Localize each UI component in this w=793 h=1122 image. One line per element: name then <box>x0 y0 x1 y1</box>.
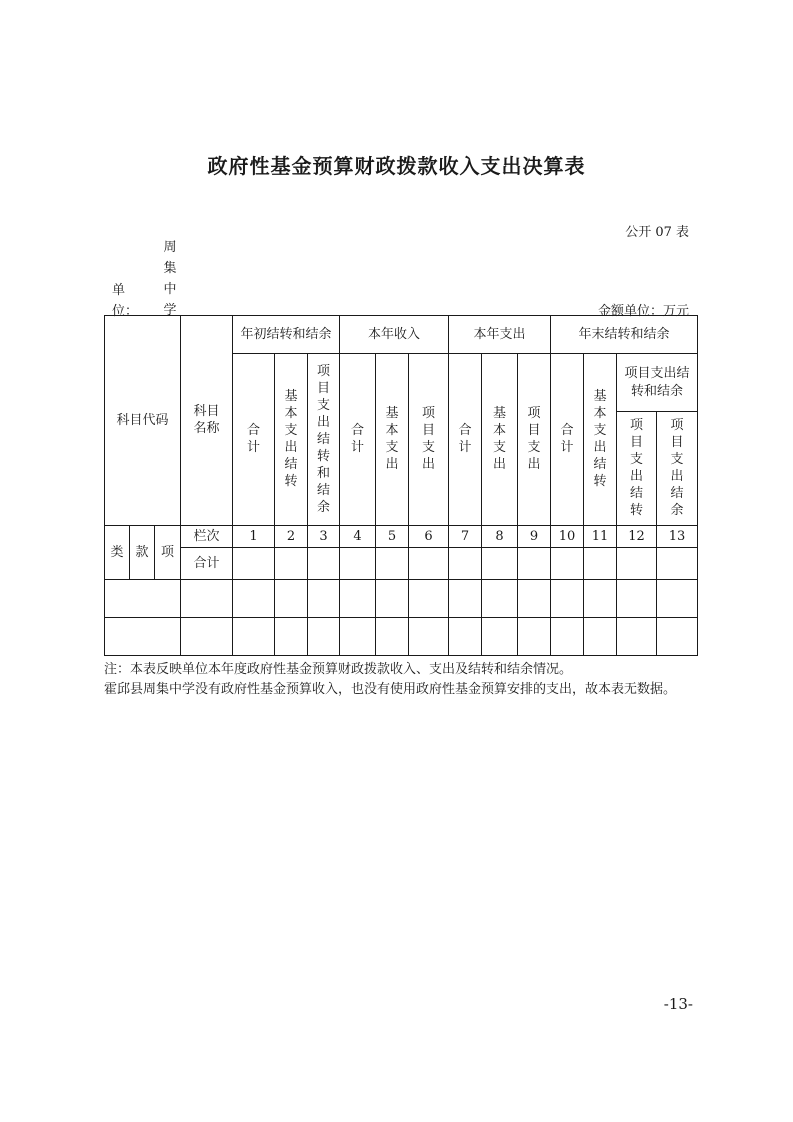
unit-label-bottom: 位： <box>112 304 139 319</box>
col-income-project: 项目支出 <box>409 354 449 526</box>
col-closing-project-balance: 项目支出结余 <box>657 412 698 526</box>
col-closing-total: 合计 <box>551 354 584 526</box>
table-cell <box>617 580 657 618</box>
table-cell <box>584 580 617 618</box>
table-cell <box>181 618 233 656</box>
table-cell <box>449 580 482 618</box>
table-cell <box>482 548 518 580</box>
table-row <box>105 618 698 656</box>
col-number: 13 <box>657 526 698 548</box>
table-cell <box>657 580 698 618</box>
budget-table <box>104 315 698 656</box>
col-index-label: 栏次 <box>181 526 233 548</box>
table-cell <box>233 618 275 656</box>
unit-name: 周 集 中 学 <box>163 240 177 318</box>
table-cell <box>482 580 518 618</box>
table-cell <box>308 548 340 580</box>
name-header: 科目名称 <box>181 316 233 526</box>
table-cell <box>518 548 551 580</box>
col-closing-project-carry: 项目支出结转 <box>617 412 657 526</box>
col-income-basic: 基本支出 <box>376 354 409 526</box>
table-row <box>105 580 698 618</box>
table-cell <box>275 580 308 618</box>
col-number: 6 <box>409 526 449 548</box>
table-cell <box>449 548 482 580</box>
col-number: 11 <box>584 526 617 548</box>
table-cell <box>340 618 376 656</box>
table-cell <box>275 618 308 656</box>
col-closing-basic-carry: 基本支出结转 <box>584 354 617 526</box>
table-cell <box>308 580 340 618</box>
table-cell <box>551 548 584 580</box>
col-income-total: 合计 <box>340 354 376 526</box>
table-cell <box>376 580 409 618</box>
col-number: 10 <box>551 526 584 548</box>
form-number: 公开 07 表 <box>625 225 689 240</box>
table-cell <box>340 548 376 580</box>
col-number: 8 <box>482 526 518 548</box>
table-cell <box>233 580 275 618</box>
col-number: 2 <box>275 526 308 548</box>
col-number: 7 <box>449 526 482 548</box>
table-cell <box>233 548 275 580</box>
table-cell <box>376 618 409 656</box>
note-line-1: 注：本表反映单位本年度政府性基金预算财政拨款收入、支出及结转和结余情况。 <box>104 662 573 677</box>
table-cell <box>584 618 617 656</box>
page-number: -13- <box>663 995 693 1013</box>
col-number: 12 <box>617 526 657 548</box>
col-number: 4 <box>340 526 376 548</box>
table-cell <box>617 548 657 580</box>
table-cell <box>181 580 233 618</box>
col-closing-project-carry-balance: 项目支出结转和结余 <box>617 354 698 412</box>
table-cell <box>409 548 449 580</box>
group-opening-balance: 年初结转和结余 <box>233 316 340 354</box>
col-number: 3 <box>308 526 340 548</box>
col-opening-project-carry-balance: 项目支出结转和结余 <box>308 354 340 526</box>
table-cell <box>409 618 449 656</box>
group-income: 本年收入 <box>340 316 449 354</box>
table-cell <box>275 548 308 580</box>
table-cell <box>584 548 617 580</box>
page-title: 政府性基金预算财政拨款收入支出决算表 <box>207 154 586 178</box>
table-cell <box>551 580 584 618</box>
money-unit: 金额单位：万元 <box>597 304 689 319</box>
total-row-label: 合计 <box>181 548 233 580</box>
table-cell <box>657 548 698 580</box>
col-opening-basic-carry: 基本支出结转 <box>275 354 308 526</box>
col-number: 1 <box>233 526 275 548</box>
unit-label-top: 单 <box>112 283 126 298</box>
col-opening-total: 合计 <box>233 354 275 526</box>
code-col-item: 项 <box>155 526 181 580</box>
group-closing-balance: 年末结转和结余 <box>551 316 698 354</box>
code-header: 科目代码 <box>105 316 181 526</box>
table-cell <box>340 580 376 618</box>
code-col-category: 类 <box>105 526 130 580</box>
col-number: 9 <box>518 526 551 548</box>
col-expense-project: 项目支出 <box>518 354 551 526</box>
table-cell <box>308 618 340 656</box>
table-cell <box>551 618 584 656</box>
table-cell <box>409 580 449 618</box>
col-expense-basic: 基本支出 <box>482 354 518 526</box>
table-cell <box>657 618 698 656</box>
group-expense: 本年支出 <box>449 316 551 354</box>
table-cell <box>482 618 518 656</box>
code-col-section: 款 <box>130 526 155 580</box>
col-expense-total: 合计 <box>449 354 482 526</box>
table-cell <box>449 618 482 656</box>
table-cell <box>617 618 657 656</box>
col-number: 5 <box>376 526 409 548</box>
table-cell <box>105 618 181 656</box>
table-cell <box>518 580 551 618</box>
table-cell <box>105 580 181 618</box>
table-cell <box>518 618 551 656</box>
note-line-2: 霍邱县周集中学没有政府性基金预算收入，也没有使用政府性基金预算安排的支出，故本表无数据。 <box>104 682 677 697</box>
table-cell <box>376 548 409 580</box>
